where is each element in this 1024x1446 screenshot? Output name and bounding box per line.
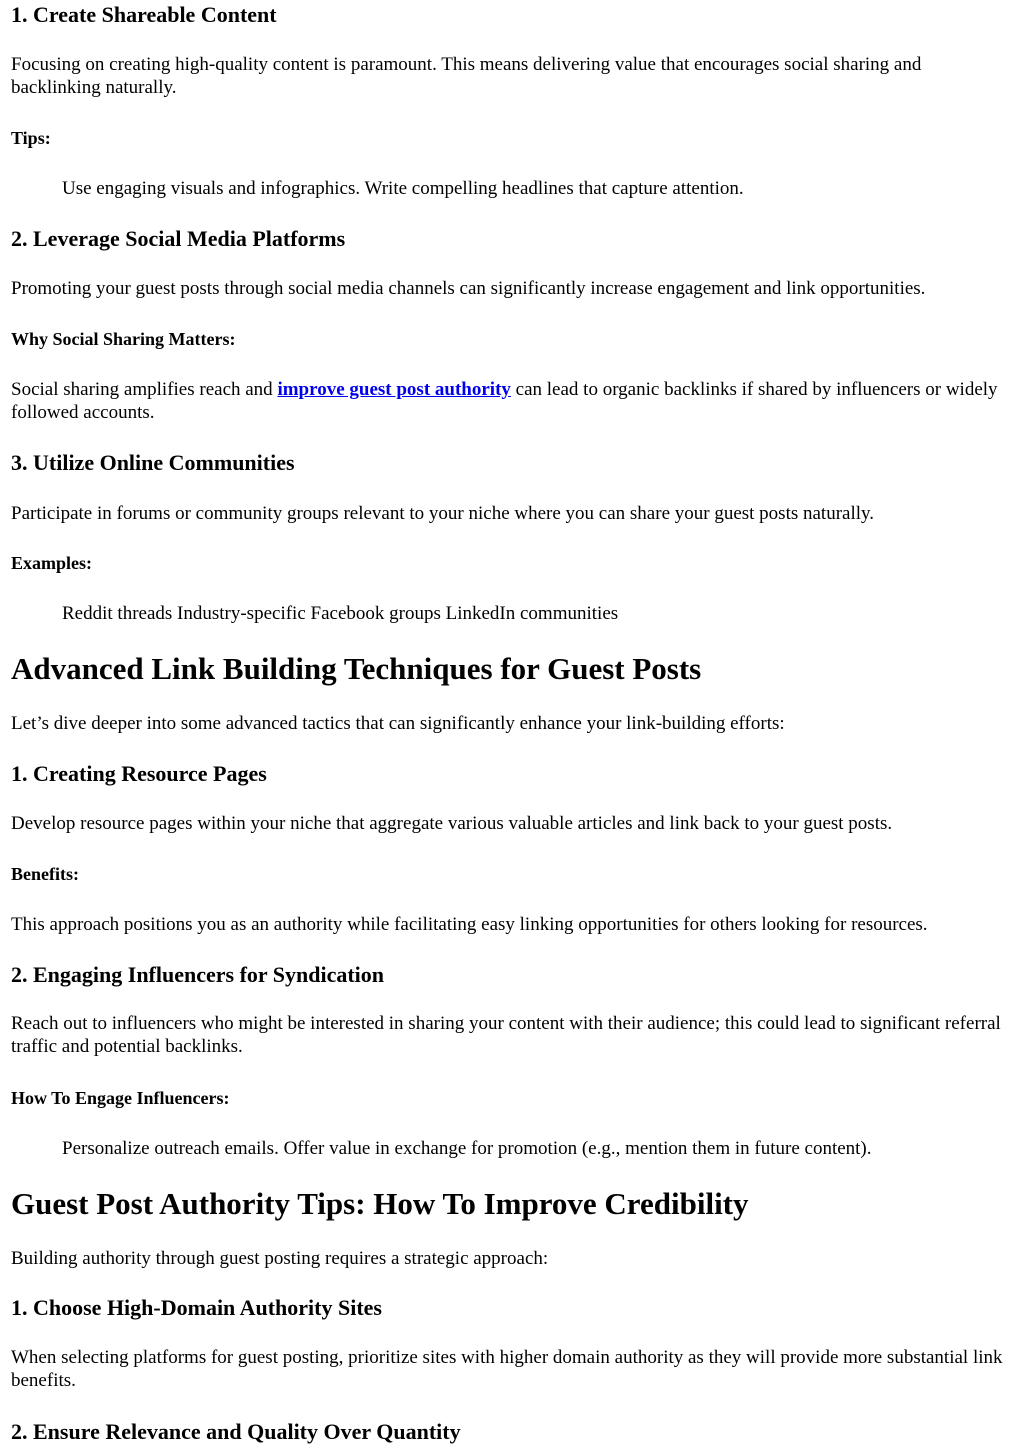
subheading: Examples: [11, 553, 92, 573]
paragraph-text: Social sharing amplifies reach and [11, 379, 278, 400]
subheading: How To Engage Influencers: [11, 1088, 230, 1108]
section-heading: 1. Choose High-Domain Authority Sites [11, 1295, 382, 1320]
paragraph: Develop resource pages within your niche that aggregate various valuable articles and link back to your guest posts. [11, 813, 893, 834]
section-heading: 3. Utilize Online Communities [11, 450, 295, 475]
section-heading: 2. Leverage Social Media Platforms [11, 226, 346, 251]
list-item: Use engaging visuals and infographics. Write compelling headlines that capture attention. [62, 178, 744, 199]
page-title: Advanced Link Building Techniques for Guest Posts [11, 651, 702, 686]
subheading: Benefits: [11, 864, 79, 884]
section-heading: 2. Engaging Influencers for Syndication [11, 962, 385, 987]
paragraph: This approach positions you as an authority while facilitating easy linking opportunities for others looking for resources. [11, 914, 928, 935]
subheading: Why Social Sharing Matters: [11, 329, 236, 349]
page-title: Guest Post Authority Tips: How To Improve Credibility [11, 1186, 749, 1221]
section-heading: 1. Create Shareable Content [11, 2, 277, 27]
paragraph: Building authority through guest posting requires a strategic approach: [11, 1248, 549, 1269]
paragraph: Focusing on creating high-quality content is paramount. This means delivering value that encourages social sharing and backlinking naturally. [11, 54, 922, 98]
list-item: Reddit threads Industry-specific Facebook groups LinkedIn communities [62, 603, 619, 624]
paragraph-text: can lead to organic backlinks if shared by influencers or widely followed accounts. [11, 379, 998, 423]
list-item: Personalize outreach emails. Offer value in exchange for promotion (e.g., mention them in future content). [62, 1138, 872, 1159]
section-heading: 1. Creating Resource Pages [11, 761, 267, 786]
improve-guest-post-authority-link[interactable]: improve guest post authority [277, 379, 511, 400]
paragraph [11, 378, 1013, 424]
paragraph: When selecting platforms for guest posting, prioritize sites with higher domain authority as they will provide more substantial link benefits. [11, 1347, 1003, 1391]
section-heading: 2. Ensure Relevance and Quality Over Quantity [11, 1419, 461, 1444]
paragraph: Promoting your guest posts through social media channels can significantly increase engagement and link opportunities. [11, 278, 926, 299]
subheading: Tips: [11, 128, 51, 148]
paragraph: Reach out to influencers who might be interested in sharing your content with their audience; this could lead to significant referral traffic and potential backlinks. [11, 1013, 1001, 1057]
paragraph: Participate in forums or community groups relevant to your niche where you can share your guest posts naturally. [11, 503, 875, 524]
paragraph: Let’s dive deeper into some advanced tactics that can significantly enhance your link-building efforts: [11, 713, 785, 734]
